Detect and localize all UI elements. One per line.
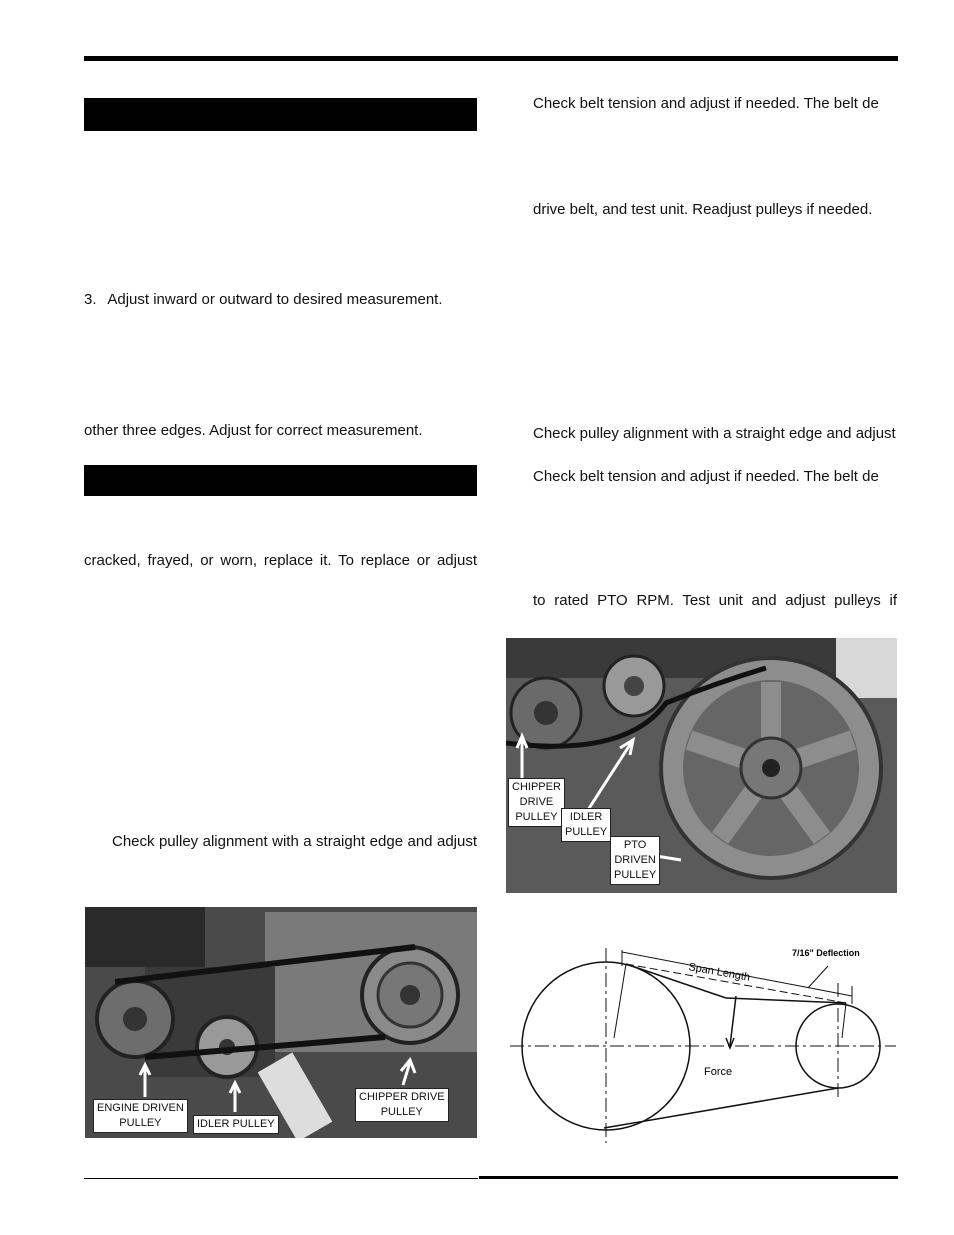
engine-driven-pulley-label: ENGINE DRIVEN PULLEY	[93, 1099, 188, 1133]
rated-pto-text: to rated PTO RPM. Test unit and adjust pulleys if	[533, 592, 897, 609]
cracked-belt-text: cracked, frayed, or worn, replace it. To replace or adjust	[84, 552, 477, 569]
pto-pulley-illustration	[506, 638, 897, 893]
step-3-text: 3. Adjust inward or outward to desired measurement.	[84, 291, 443, 308]
chipper-drive-pulley-label: CHIPPER DRIVE PULLEY	[355, 1088, 449, 1122]
engine-pulley-photo	[85, 907, 477, 1138]
section-header-bar	[84, 98, 477, 131]
bottom-rule-right	[479, 1176, 898, 1179]
chipper-drive-pulley-label: CHIPPER DRIVE PULLEY	[508, 778, 565, 827]
pto-pulley-photo	[506, 638, 897, 893]
span-length-label: Span Length	[687, 961, 752, 984]
idler-pulley-label: IDLER PULLEY	[193, 1115, 279, 1134]
section-header-bar	[84, 465, 477, 496]
belt-tension-text-2: Check belt tension and adjust if needed. The belt de	[533, 468, 879, 485]
top-rule	[84, 56, 898, 61]
check-pulley-text: Check pulley alignment with a straight edge and adjust	[112, 833, 477, 850]
idler-pulley-label: IDLER PULLEY	[561, 808, 611, 842]
other-edges-text: other three edges. Adjust for correct measurement.	[84, 422, 423, 439]
drive-belt-text: drive belt, and test unit. Readjust pulleys if needed.	[533, 201, 873, 218]
check-pulley-text-right: Check pulley alignment with a straight edge and adjust	[533, 425, 896, 442]
force-label: Force	[704, 1066, 733, 1078]
belt-deflection-diagram	[508, 938, 898, 1143]
belt-tension-text: Check belt tension and adjust if needed. The belt de	[533, 95, 879, 112]
pto-driven-pulley-label: PTO DRIVEN PULLEY	[610, 836, 660, 885]
deflection-label: 7/16" Deflection	[792, 948, 860, 958]
bottom-rule-left	[84, 1178, 478, 1179]
